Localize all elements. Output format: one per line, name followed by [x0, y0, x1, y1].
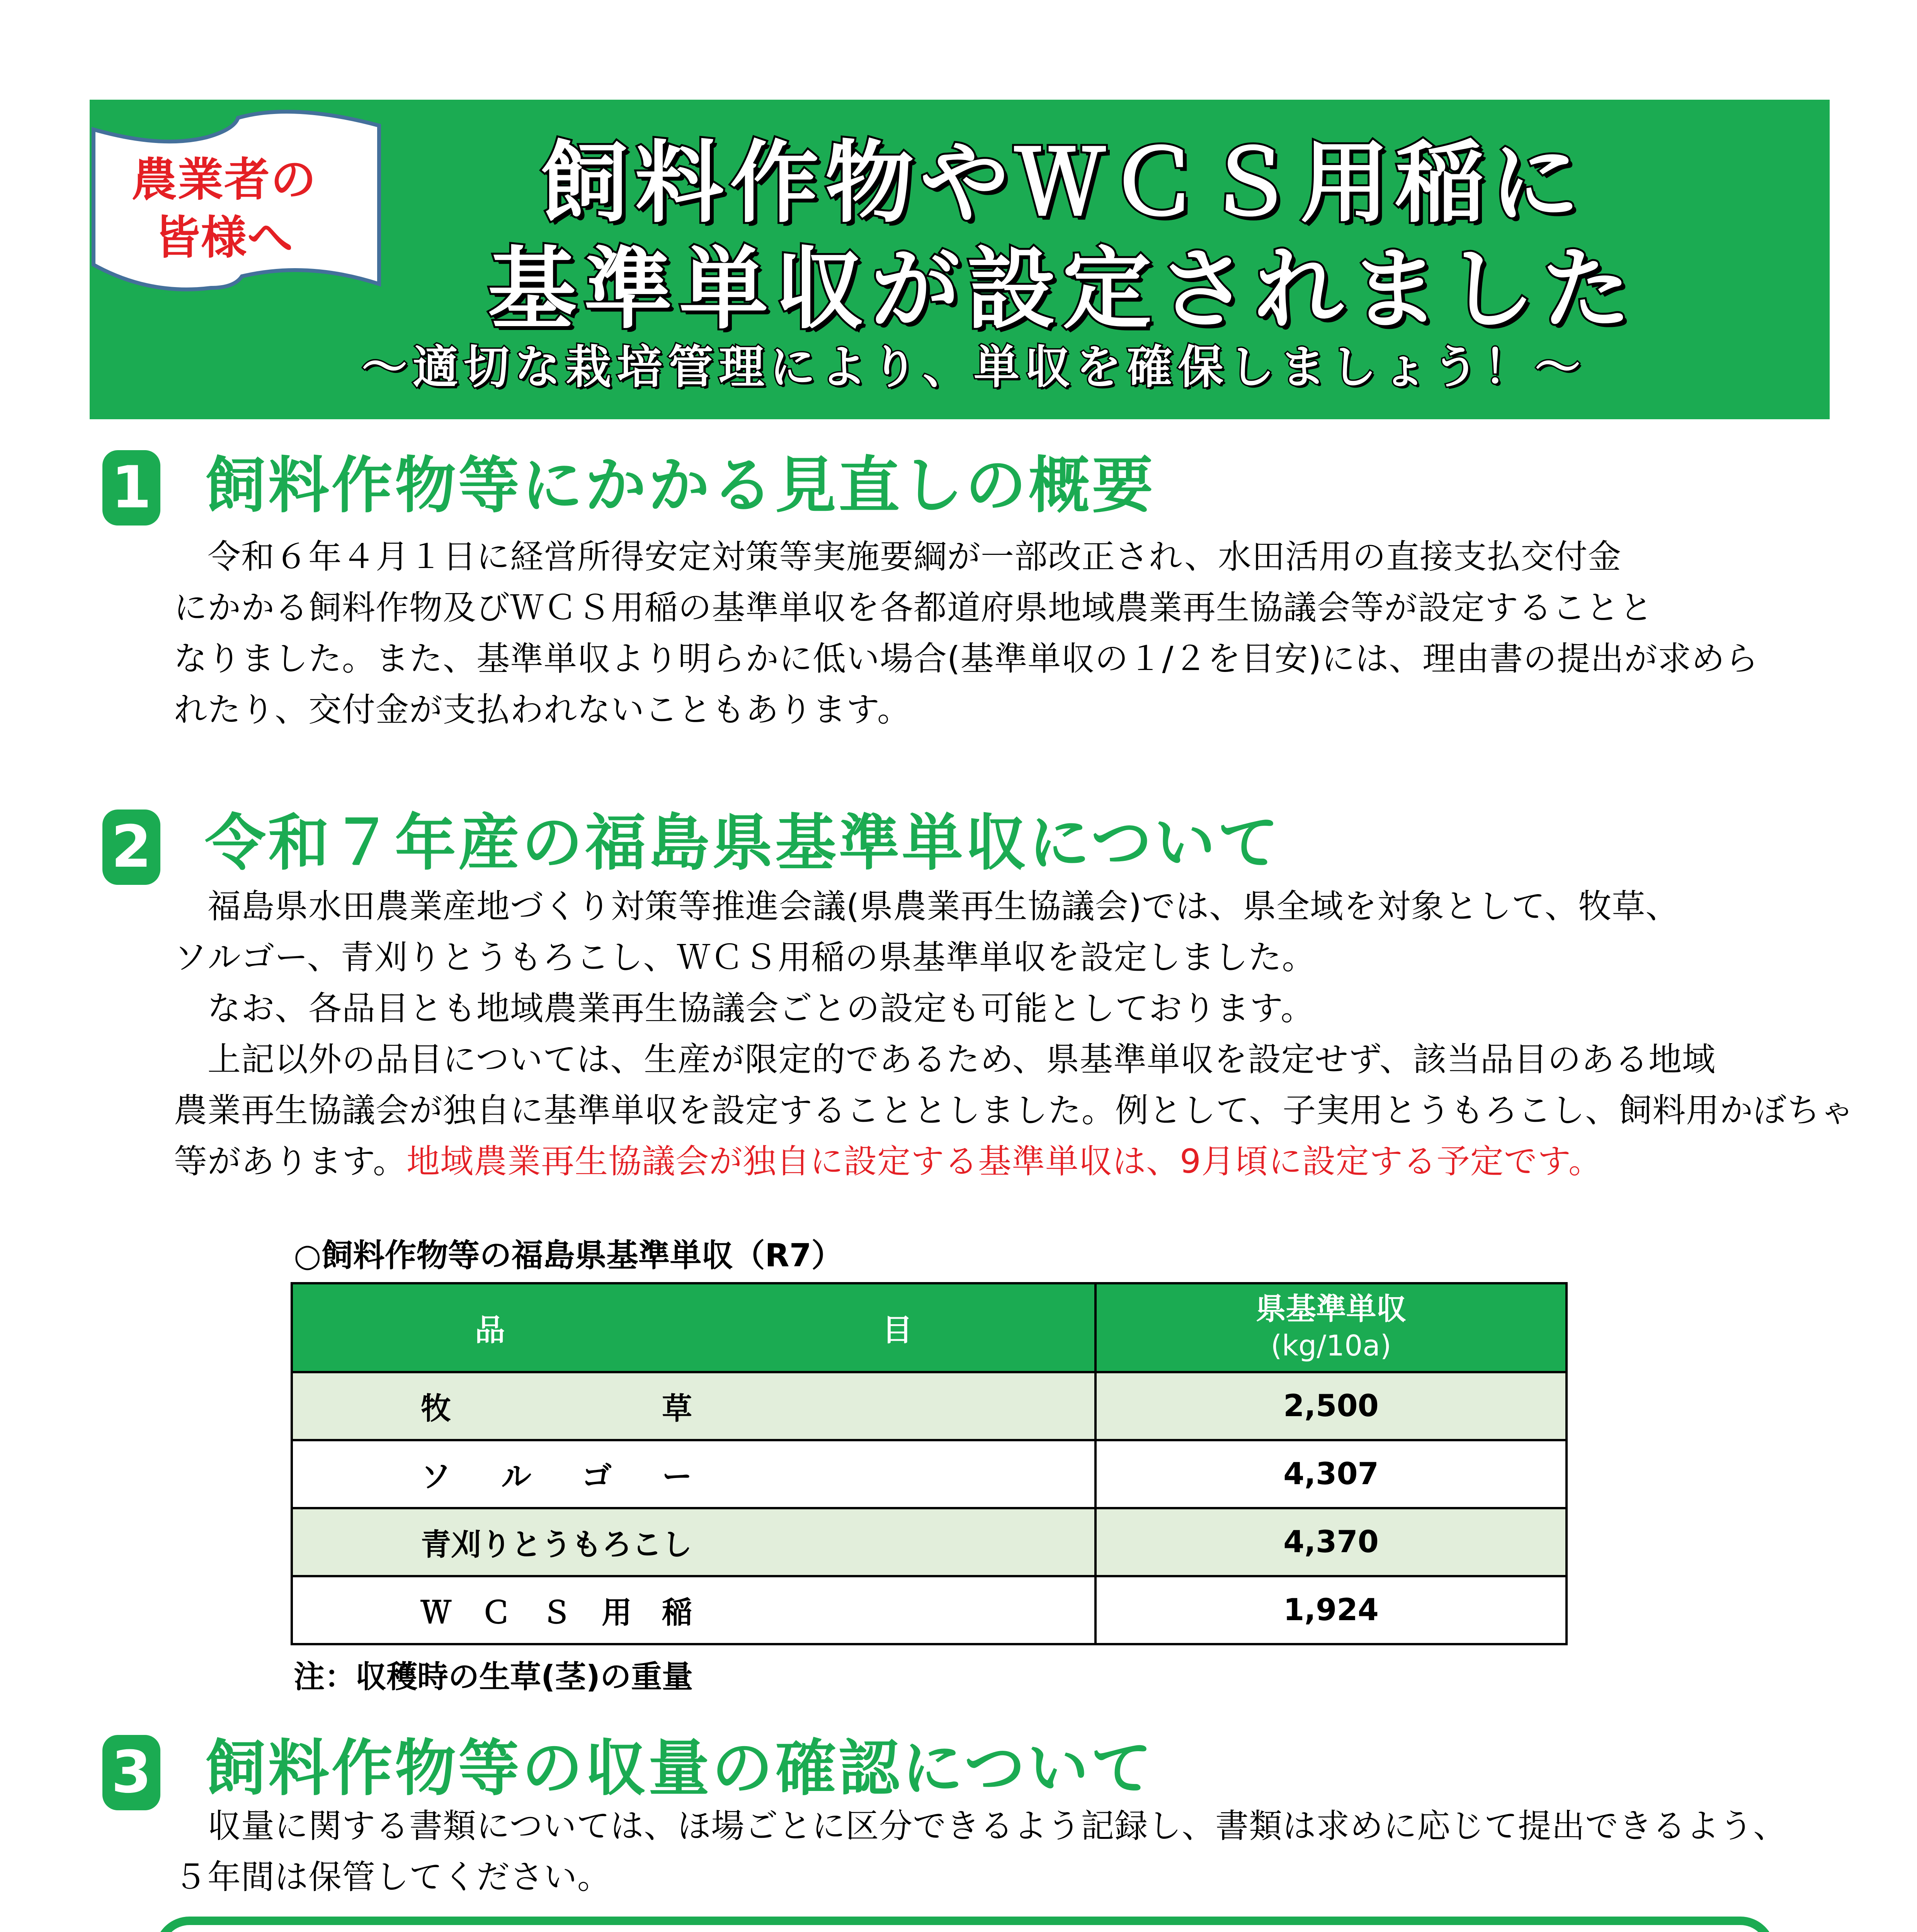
badge-line-2: 皆様へ: [154, 211, 294, 264]
row-item: [292, 1440, 1095, 1508]
table-title: ○飼料作物等の福島県基準単収（R7）: [294, 1237, 843, 1274]
paragraph-text: 等があります。: [174, 1142, 407, 1181]
notice-red-text: 地域農業再生協議会が独自に設定する基準単収は、9月頃に設定する予定です。: [407, 1142, 1602, 1181]
row-value: 4,370: [1095, 1508, 1567, 1576]
item-char: も: [572, 1527, 602, 1562]
section-number-badge: 1: [102, 450, 160, 526]
row-value: 1,924: [1095, 1576, 1567, 1644]
item-char: う: [541, 1527, 572, 1562]
page-title-line-2: 基準単収が設定されました: [487, 238, 1638, 341]
item-char: こ: [632, 1527, 662, 1562]
item-char: ソ: [421, 1459, 451, 1494]
item-char: 稲: [662, 1595, 692, 1630]
paragraph-line: にかかる飼料作物及びＷＣＳ用稲の基準単収を各都道府県地域農業再生協議会等が設定することと: [174, 588, 1653, 627]
item-char: Ｓ: [541, 1595, 572, 1630]
section-number-badge: 2: [102, 810, 160, 885]
item-char: 用: [602, 1595, 632, 1630]
item-char: り: [481, 1527, 512, 1562]
item-char: ろ: [602, 1527, 632, 1562]
section-1-body: [174, 531, 1808, 735]
table-row: [292, 1372, 1567, 1440]
section-2-body: [174, 881, 1854, 1187]
paragraph-line: ソルゴー、青刈りとうもろこし、ＷＣＳ用稲の県基準単収を設定しました。: [174, 938, 1316, 977]
item-char: 刈: [451, 1527, 481, 1562]
paragraph-line: れたり、交付金が支払われないこともあります。: [174, 690, 911, 729]
base-yield-table: [291, 1282, 1568, 1645]
row-item: [292, 1508, 1095, 1576]
item-char: 青: [421, 1527, 451, 1562]
table-note: 注：収穫時の生草(茎)の重量: [294, 1659, 693, 1695]
table-row: [292, 1440, 1567, 1508]
paragraph-line: 上記以外の品目については、生産が限定的であるため、県基準単収を設定せず、該当品目のある地域: [174, 1040, 1716, 1079]
paragraph-line: ５年間は保管してください。: [174, 1858, 611, 1896]
item-char: し: [662, 1527, 692, 1562]
header-item-char: 目: [882, 1313, 913, 1348]
section-3-body: [174, 1801, 1808, 1903]
table-row: [292, 1576, 1567, 1644]
paragraph-line: なお、各品目とも地域農業再生協議会ごとの設定も可能としております。: [174, 989, 1315, 1028]
table-row: [292, 1508, 1567, 1576]
item-char: ル: [501, 1459, 532, 1494]
row-item: [292, 1576, 1095, 1644]
item-char: 草: [662, 1391, 692, 1426]
header-item-char: 品: [475, 1313, 505, 1348]
header-item: [292, 1283, 1095, 1372]
section-title: 飼料作物等にかかる見直しの概要: [205, 450, 1155, 521]
header-value-label: 県基準単収: [1255, 1292, 1407, 1327]
record-examples-box: [155, 1917, 1775, 1932]
paragraph-line: [174, 1136, 1808, 1187]
paragraph-line: なりました。また、基準単収より明らかに低い場合(基準単収の１/２を目安)には、理由書の提出が求めら: [174, 639, 1759, 678]
page-title-line-1: 飼料作物やＷＣＳ用稲に: [539, 132, 1585, 235]
section-title: 飼料作物等の収量の確認について: [205, 1733, 1154, 1804]
paragraph-line: 福島県水田農業産地づくり対策等推進会議(県農業再生協議会)では、県全域を対象として、牧草、: [174, 887, 1679, 926]
page-subtitle: ～適切な栽培管理により、単収を確保しましょう！～: [361, 340, 1586, 394]
table-header-row: [292, 1283, 1567, 1372]
item-char: ゴ: [582, 1459, 612, 1494]
row-value: 2,500: [1095, 1372, 1567, 1440]
row-item: [292, 1372, 1095, 1440]
item-char: Ｗ: [421, 1595, 451, 1630]
header-value: [1095, 1283, 1567, 1372]
paragraph-line: 令和６年４月１日に経営所得安定対策等実施要綱が一部改正され、水田活用の直接支払交付金: [174, 537, 1622, 576]
item-char: 牧: [421, 1391, 451, 1426]
row-value: 4,307: [1095, 1440, 1567, 1508]
section-number-badge: 3: [102, 1735, 160, 1810]
badge-line-1: 農業者の: [131, 153, 317, 206]
flag-badge-text: [116, 151, 332, 267]
item-char: Ｃ: [481, 1595, 512, 1630]
header-unit: (kg/10a): [1271, 1329, 1391, 1362]
item-char: ー: [662, 1459, 692, 1494]
section-title: 令和７年産の福島県基準単収について: [205, 808, 1281, 879]
item-char: と: [511, 1527, 542, 1562]
paragraph-line: 農業再生協議会が独自に基準単収を設定することとしました。例として、子実用とうもろこし、飼料用かぼちゃ: [174, 1091, 1854, 1130]
paragraph-line: 収量に関する書類については、ほ場ごとに区分できるよう記録し、書類は求めに応じて提出できるよう、: [174, 1807, 1787, 1845]
